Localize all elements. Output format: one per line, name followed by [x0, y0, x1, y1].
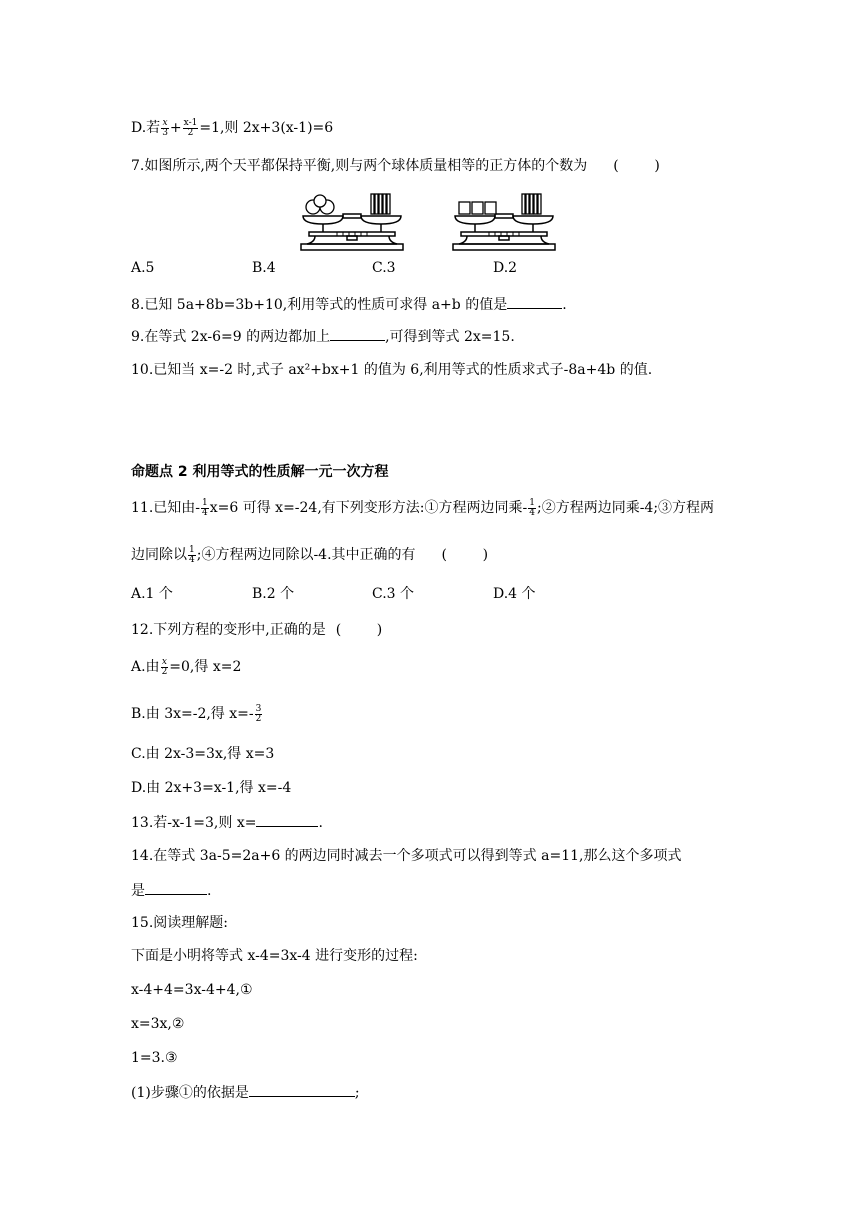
q15-title: 15.阅读理解题: [131, 915, 228, 931]
q12-stem: 12.下列方程的变形中,正确的是 ( ) [131, 622, 383, 638]
q8: 8.已知 5a+8b=3b+10,利用等式的性质可求得 a+b 的值是 . [131, 294, 567, 315]
balance-scale-left-image [293, 192, 411, 252]
balance-scale-right-image [445, 190, 563, 252]
q12-option-b: B.由 3x=-2,得 x=- $\frac{3}{2}$ [131, 703, 262, 724]
q11-line2: 边同除以 $\frac{1}{4}$ ;④方程两边同除以-4.其中正确的有 ( ) [131, 544, 489, 565]
q6-option-d: D.若 $\frac{x}{3}$ + $\frac{x-1}{2}$ =1,则 2x+3(x-1)=6 [131, 117, 334, 138]
q12-option-a: A.由 $\frac{x}{2}$ =0,得 x=2 [131, 656, 242, 677]
q7-stem: 7.如图所示,两个天平都保持平衡,则与两个球体质量相等的正方体的个数为 ( ) [131, 158, 660, 174]
answer-blank[interactable] [249, 1082, 355, 1097]
fraction: $\frac{1}{4}$ [189, 544, 195, 565]
q11-option-d: D.4 个 [493, 586, 536, 602]
fraction: $\frac{1}{4}$ [529, 497, 535, 518]
q14-line2: 是 . [131, 880, 211, 901]
q11-option-b: B.2 个 [252, 586, 295, 602]
q15-intro: 下面是小明将等式 x-4=3x-4 进行变形的过程: [131, 948, 418, 964]
q10: 10.已知当 x=-2 时,式子 ax²+bx+1 的值为 6,利用等式的性质求式子-8a+4b 的值. [131, 362, 653, 378]
fraction: $\frac{x-1}{2}$ [183, 117, 198, 138]
q11-option-c: C.3 个 [372, 586, 415, 602]
answer-blank[interactable] [256, 812, 318, 827]
q12-option-c: C.由 2x-3=3x,得 x=3 [131, 746, 275, 762]
fraction: $\frac{1}{4}$ [202, 497, 208, 518]
q15-sub1: (1)步骤①的依据是 ; [131, 1082, 360, 1103]
section-heading: 命题点 2 利用等式的性质解一元一次方程 [131, 464, 389, 480]
q15-step1: x-4+4=3x-4+4,① [131, 982, 253, 998]
q14-line1: 14.在等式 3a-5=2a+6 的两边同时减去一个多项式可以得到等式 a=11,那么这个多项式 [131, 848, 682, 864]
q7-option-a: A.5 [131, 260, 155, 276]
answer-blank[interactable] [507, 294, 562, 309]
fraction: $\frac{3}{2}$ [255, 703, 262, 724]
q15-step3: 1=3.③ [131, 1050, 178, 1066]
q7-option-b: B.4 [252, 260, 276, 276]
q11-option-a: A.1 个 [131, 586, 173, 602]
fraction: $\frac{x}{2}$ [161, 656, 168, 677]
fraction: $\frac{x}{3}$ [162, 117, 168, 138]
q11-line1: 11.已知由- $\frac{1}{4}$ x=6 可得 x=-24,有下列变形方法:①方程两边同乘- $\frac{1}{4}$ ;②方程两边同乘-4;③方程两 [131, 497, 715, 518]
q7-option-d: D.2 [493, 260, 518, 276]
answer-blank[interactable] [330, 326, 385, 341]
q9: 9.在等式 2x-6=9 的两边都加上 ,可得到等式 2x=15. [131, 326, 515, 347]
q15-step2: x=3x,② [131, 1016, 185, 1032]
answer-blank[interactable] [145, 880, 207, 895]
q13: 13.若-x-1=3,则 x= . [131, 812, 323, 833]
q12-option-d: D.由 2x+3=x-1,得 x=-4 [131, 780, 292, 796]
q7-option-c: C.3 [372, 260, 396, 276]
